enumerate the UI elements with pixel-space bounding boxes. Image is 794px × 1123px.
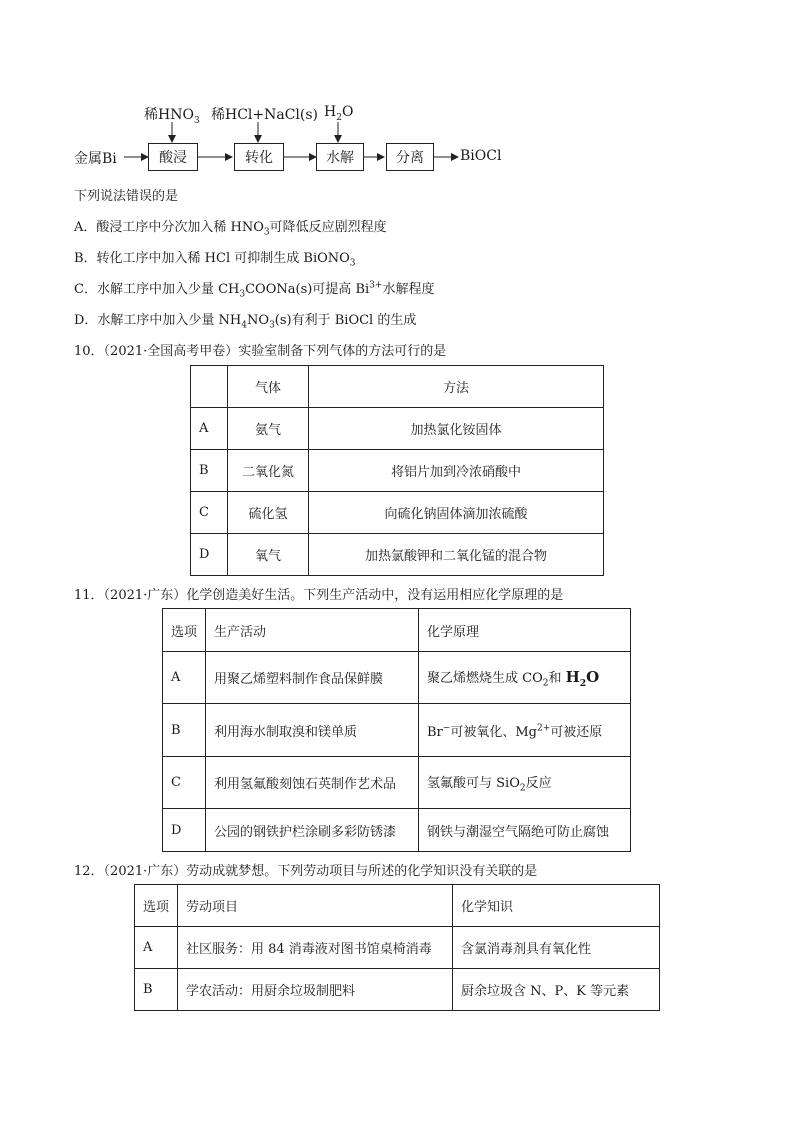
table-row xyxy=(191,408,604,450)
q10-title: 10．（2021·全国高考甲卷）实验室制备下列气体的方法可行的是 xyxy=(74,344,447,359)
q9-question: 下列说法错误的是 xyxy=(74,189,179,204)
principle-cell: 聚乙烯燃烧生成 $CO_2$和 $H_2O$ xyxy=(419,652,631,704)
flow-step-hydrolysis: 水解 xyxy=(316,143,364,171)
header-cell: 化学知识 xyxy=(453,885,660,927)
reagent-hcl-nacl-label: 稀HCl+NaCl(s) xyxy=(211,107,319,123)
gas-cell: 氨气 xyxy=(228,408,309,450)
option-cell: A xyxy=(135,927,178,969)
header-cell: 方法 xyxy=(309,366,604,408)
reagent-hno3-label: 稀$HNO_3$ xyxy=(144,107,200,126)
flow-end-label: BiOCl xyxy=(460,148,502,164)
method-cell: 向硫化钠固体滴加浓硫酸 xyxy=(309,492,604,534)
table-row xyxy=(163,704,631,757)
header-cell: 气体 xyxy=(228,366,309,408)
table-row xyxy=(191,534,604,576)
table-header-row xyxy=(135,885,660,927)
option-cell: A xyxy=(191,408,228,450)
principle-cell: 钢铁与潮湿空气隔绝可防止腐蚀 xyxy=(419,809,631,852)
table-row xyxy=(163,809,631,852)
activity-cell: 利用海水制取溴和镁单质 xyxy=(206,704,419,757)
header-cell: 生产活动 xyxy=(206,609,419,652)
table-row xyxy=(135,969,660,1011)
option-cell: B xyxy=(191,450,228,492)
labor-item-cell: 社区服务：用 84 消毒液对图书馆桌椅消毒 xyxy=(178,927,453,969)
q11-title: 11．（2021·广东）化学创造美好生活。下列生产活动中，没有运用相应化学原理的是 xyxy=(74,588,564,603)
option-cell: D xyxy=(163,809,206,852)
table-header-row xyxy=(191,366,604,408)
table-row xyxy=(191,492,604,534)
q9-option-a: A．酸浸工序中分次加入稀 $HNO_3$可降低反应剧烈程度 xyxy=(74,220,387,238)
q9-option-b: B．转化工序中加入稀 HCl 可抑制生成 BiONO$_3$ xyxy=(74,251,356,269)
option-cell: D xyxy=(191,534,228,576)
principle-cell: Br−可被氧化、$Mg^{2+}$可被还原 xyxy=(419,704,631,757)
principle-cell: 氢氟酸可与 SiO$_2$反应 xyxy=(419,757,631,809)
gas-cell: 二氧化氮 xyxy=(228,450,309,492)
method-cell: 将铝片加到冷浓硝酸中 xyxy=(309,450,604,492)
flow-step-acid-leach: 酸浸 xyxy=(148,143,198,171)
table-header-row xyxy=(163,609,631,652)
q12-title: 12．（2021·广东）劳动成就梦想。下列劳动项目与所述的化学知识没有关联的是 xyxy=(74,864,538,879)
option-cell: B xyxy=(135,969,178,1011)
table-row xyxy=(191,450,604,492)
gas-cell: 氧气 xyxy=(228,534,309,576)
q11-table xyxy=(162,608,631,852)
activity-cell: 公园的钢铁护栏涂刷多彩防锈漆 xyxy=(206,809,419,852)
q10-table xyxy=(190,365,604,576)
activity-cell: 利用氢氟酸刻蚀石英制作艺术品 xyxy=(206,757,419,809)
table-row xyxy=(135,927,660,969)
option-cell: A xyxy=(163,652,206,704)
chem-knowledge-cell: 厨余垃圾含 N、P、K 等元素 xyxy=(453,969,660,1011)
method-cell: 加热氯化铵固体 xyxy=(309,408,604,450)
option-cell: C xyxy=(191,492,228,534)
header-cell: 选项 xyxy=(135,885,178,927)
labor-item-cell: 学农活动：用厨余垃圾制肥料 xyxy=(178,969,453,1011)
table-row xyxy=(163,757,631,809)
flow-step-conversion: 转化 xyxy=(234,143,284,171)
header-cell: 劳动项目 xyxy=(178,885,453,927)
header-cell xyxy=(191,366,228,408)
q9-option-d: D．水解工序中加入少量 $NH_4NO_3(s)$有利于 BiOCl 的生成 xyxy=(74,313,417,331)
flow-start-label: 金属Bi xyxy=(74,151,117,167)
header-cell: 选项 xyxy=(163,609,206,652)
chem-knowledge-cell: 含氯消毒剂具有氧化性 xyxy=(453,927,660,969)
gas-cell: 硫化氢 xyxy=(228,492,309,534)
activity-cell: 用聚乙烯塑料制作食品保鲜膜 xyxy=(206,652,419,704)
table-row xyxy=(163,652,631,704)
option-cell: C xyxy=(163,757,206,809)
method-cell: 加热氯酸钾和二氧化锰的混合物 xyxy=(309,534,604,576)
q12-table xyxy=(134,884,660,1011)
q9-option-c: C．水解工序中加入少量 $CH_3COONa(s)$可提高 $Bi^{3+}$水解程度 xyxy=(74,280,435,300)
reagent-water-label: $H_2O$ xyxy=(324,104,354,123)
header-cell: 化学原理 xyxy=(419,609,631,652)
option-cell: B xyxy=(163,704,206,757)
flow-step-separation: 分离 xyxy=(386,143,434,171)
